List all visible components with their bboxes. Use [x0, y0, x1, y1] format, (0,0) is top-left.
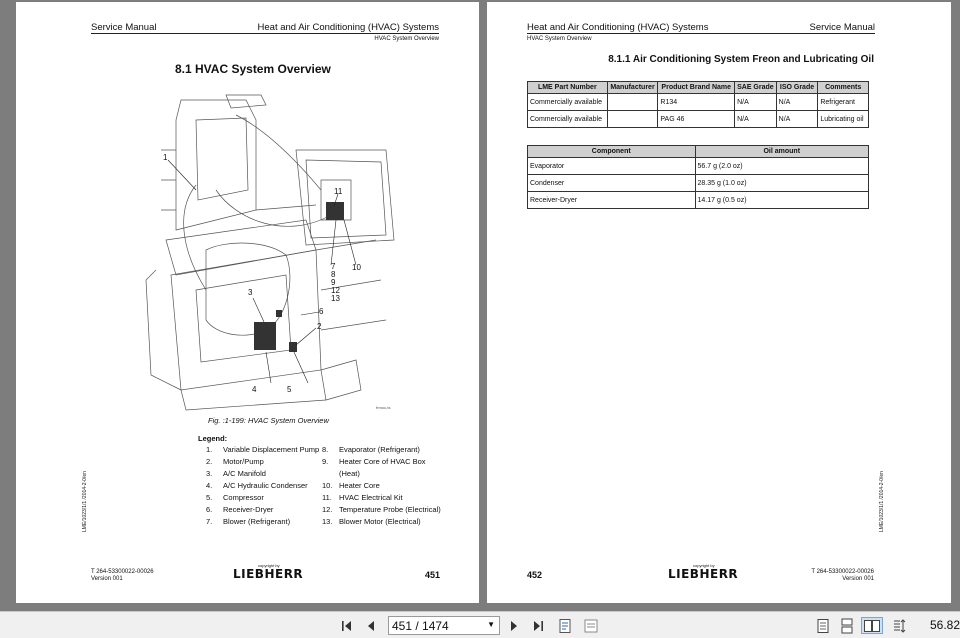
legend-text: Heater Core of HVAC Box (Heat)	[339, 457, 426, 478]
table-cell	[607, 111, 658, 128]
column-header: LME Part Number	[528, 82, 608, 94]
single-page-button[interactable]	[814, 617, 832, 634]
header-left: Service Manual	[91, 22, 157, 33]
legend-text: Heater Core	[339, 481, 380, 490]
callout-3: 3	[248, 288, 253, 297]
legend-text: Evaporator (Refrigerant)	[339, 445, 420, 454]
legend-number: 4.	[206, 481, 213, 490]
legend-text: Compressor	[223, 493, 264, 502]
freon-oil-table	[527, 81, 869, 128]
table-cell: Condenser	[528, 175, 696, 192]
legend-number: 7.	[206, 517, 213, 526]
section-title: 8.1 HVAC System Overview	[175, 62, 331, 76]
table-row	[528, 175, 869, 192]
callout-4: 4	[252, 385, 257, 394]
callout-2: 2	[317, 322, 322, 331]
legend-right-list	[322, 444, 444, 528]
table-cell: N/A	[776, 94, 818, 111]
scroll-mode-icon	[891, 618, 907, 634]
right-page	[487, 2, 951, 603]
legend-text: Blower Motor (Electrical)	[339, 517, 421, 526]
legend-text: Temperature Probe (Electrical)	[339, 505, 441, 514]
continuous-page-icon	[840, 618, 854, 634]
previous-page-button[interactable]	[362, 617, 380, 634]
scroll-mode-button[interactable]	[889, 617, 909, 634]
legend-item	[322, 492, 444, 504]
first-page-button[interactable]	[338, 617, 356, 634]
page-number-field[interactable]	[388, 616, 500, 635]
table-cell	[607, 94, 658, 111]
legend-item	[322, 516, 444, 528]
legend-number: 8.	[322, 445, 329, 454]
table-cell: 28.35 g (1.0 oz)	[695, 175, 869, 192]
callout-5: 5	[287, 385, 292, 394]
table-cell: N/A	[776, 111, 818, 128]
column-header: ISO Grade	[776, 82, 818, 94]
header-rule	[527, 33, 875, 34]
table-cell: Refrigerant	[818, 94, 869, 111]
table-header-row	[528, 146, 869, 158]
legend-number: 2.	[206, 457, 213, 466]
legend-title: Legend:	[198, 434, 228, 443]
last-page-icon	[531, 619, 545, 633]
legend-text: Motor/Pump	[223, 457, 264, 466]
table-cell: Evaporator	[528, 158, 696, 175]
header-rule	[91, 33, 439, 34]
header-sub: HVAC System Overview	[374, 36, 439, 42]
table-cell: PAG 46	[658, 111, 735, 128]
hvac-system-diagram	[136, 90, 398, 415]
table-cell: R134	[658, 94, 735, 111]
legend-item	[322, 480, 444, 492]
chevron-down-icon[interactable]: ▼	[487, 620, 495, 629]
last-page-button[interactable]	[529, 617, 547, 634]
first-page-icon	[340, 619, 354, 633]
table-cell: N/A	[735, 111, 777, 128]
page-number: 451	[425, 570, 441, 580]
figure-caption: Fig. :1-199: HVAC System Overview	[208, 416, 329, 425]
legend-item	[206, 492, 324, 504]
table-cell: 14.17 g (0.5 oz)	[695, 192, 869, 209]
legend-number: 6.	[206, 505, 213, 514]
footer-copyright: copyright by	[693, 563, 715, 568]
header-right: Service Manual	[809, 22, 875, 33]
two-page-button[interactable]	[861, 617, 883, 634]
legend-text: A/C Hydraulic Condenser	[223, 481, 308, 490]
legend-item	[206, 456, 324, 468]
left-page	[16, 2, 479, 603]
table-cell: Lubricating oil	[818, 111, 869, 128]
oil-amount-table	[527, 145, 869, 209]
footer-version: Version 001	[842, 576, 874, 582]
column-header: Oil amount	[695, 146, 869, 158]
fit-page-icon	[557, 618, 573, 634]
table-cell: Commercially available	[528, 111, 608, 128]
side-code: LME/1023/1/1 /2014-2-0/en	[879, 471, 885, 532]
legend-number: 11.	[322, 493, 332, 502]
legend-number: 1.	[206, 445, 213, 454]
table-row	[528, 192, 869, 209]
legend-item	[206, 516, 324, 528]
callout-7: 7	[331, 262, 336, 271]
zoom-level[interactable]: 56.82	[930, 618, 960, 632]
fit-width-button[interactable]	[581, 617, 601, 634]
callout-8: 8	[331, 270, 336, 279]
header-right: Heat and Air Conditioning (HVAC) Systems	[257, 22, 439, 33]
next-page-icon	[507, 619, 521, 633]
footer-doc-number: T 264-53300022-00026	[811, 569, 874, 575]
header-left: Heat and Air Conditioning (HVAC) Systems	[527, 22, 709, 33]
table-row	[528, 158, 869, 175]
callout-10: 10	[352, 263, 361, 272]
pdf-viewer-toolbar	[0, 611, 960, 638]
table-cell: Receiver-Dryer	[528, 192, 696, 209]
legend-item	[322, 456, 444, 480]
side-code: LME/1023/1/1 /2014-2-0/en	[82, 471, 88, 532]
callout-9: 9	[331, 278, 336, 287]
callout-6: 6	[319, 307, 324, 316]
callout-12: 12	[331, 286, 340, 295]
legend-item	[206, 468, 324, 480]
continuous-page-button[interactable]	[838, 617, 856, 634]
fit-page-button[interactable]	[555, 617, 575, 634]
page-number: 452	[527, 570, 543, 580]
legend-number: 5.	[206, 493, 213, 502]
fit-width-icon	[583, 618, 599, 634]
table-cell: N/A	[735, 94, 777, 111]
legend-left-list	[206, 444, 324, 528]
liebherr-logo: LIEBHERR	[233, 567, 304, 581]
table-row	[528, 111, 869, 128]
column-header: Manufacturer	[607, 82, 658, 94]
legend-number: 9.	[322, 457, 329, 466]
figure-code: frmoc-ts	[376, 405, 391, 410]
footer-version: Version 001	[91, 576, 123, 582]
table-header-row	[528, 82, 869, 94]
column-header: Component	[528, 146, 696, 158]
legend-text: HVAC Electrical Kit	[339, 493, 403, 502]
single-page-icon	[816, 618, 830, 634]
legend-text: Receiver-Dryer	[223, 505, 274, 514]
table-cell: Commercially available	[528, 94, 608, 111]
legend-number: 3.	[206, 469, 213, 478]
next-page-button[interactable]	[505, 617, 523, 634]
previous-page-icon	[364, 619, 378, 633]
legend-item	[322, 504, 444, 516]
table-row	[528, 94, 869, 111]
legend-text: A/C Manifold	[223, 469, 266, 478]
section-title: 8.1.1 Air Conditioning System Freon and Lubricating Oil	[608, 54, 874, 65]
footer-copyright: copyright by	[258, 563, 280, 568]
callout-group	[331, 263, 340, 303]
table-cell: 56.7 g (2.0 oz)	[695, 158, 869, 175]
callout-11: 11	[334, 187, 343, 196]
legend-number: 13.	[322, 517, 333, 526]
two-page-icon	[863, 619, 881, 633]
legend-item	[206, 444, 324, 456]
footer-doc-number: T 264-53300022-00026	[91, 569, 154, 575]
page-indicator: 451 / 1474	[392, 618, 449, 633]
column-header: Product Brand Name	[658, 82, 735, 94]
column-header: SAE Grade	[735, 82, 777, 94]
legend-number: 10.	[322, 481, 333, 490]
callout-1: 1	[163, 153, 168, 162]
callout-13: 13	[331, 294, 340, 303]
legend-item	[322, 444, 444, 456]
header-sub: HVAC System Overview	[527, 36, 592, 42]
legend-item	[206, 504, 324, 516]
legend-text: Blower (Refrigerant)	[223, 517, 291, 526]
liebherr-logo: LIEBHERR	[668, 567, 739, 581]
legend-text: Variable Displacement Pump	[223, 445, 320, 454]
legend-item	[206, 480, 324, 492]
legend-number: 12.	[322, 505, 333, 514]
column-header: Comments	[818, 82, 869, 94]
